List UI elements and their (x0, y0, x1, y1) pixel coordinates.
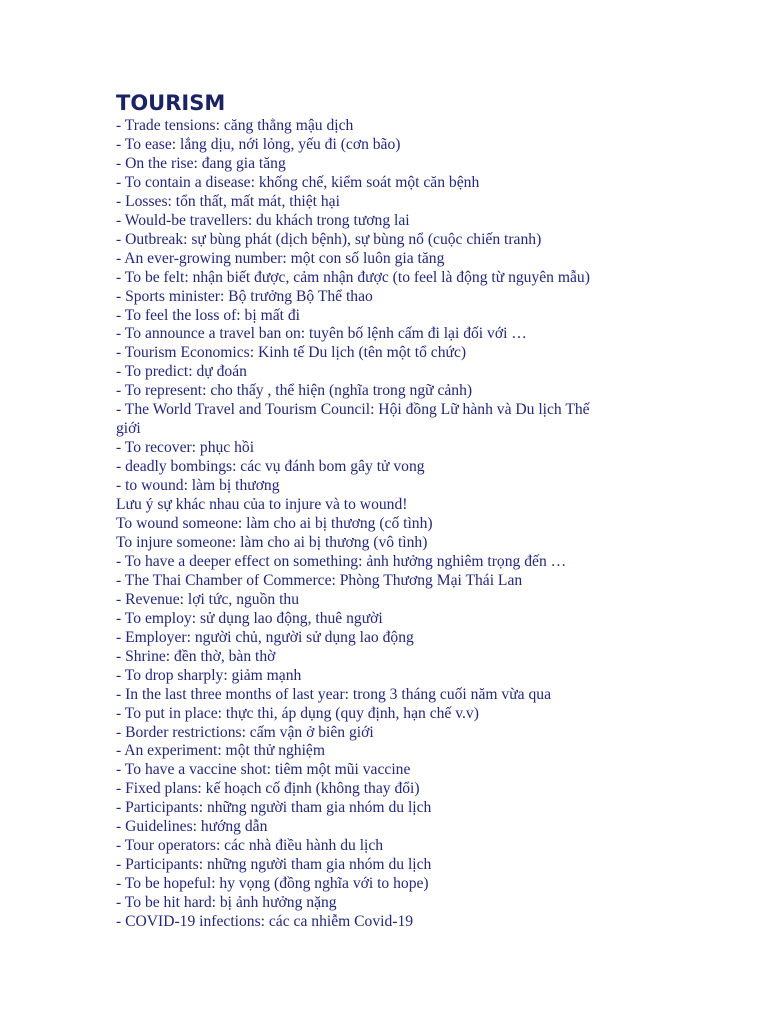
vocabulary-line: - To be hit hard: bị ảnh hưởng nặng (116, 894, 337, 912)
vocabulary-line: - In the last three months of last year: trong 3 tháng cuối năm vừa qua (116, 685, 551, 703)
vocabulary-line: - To announce a travel ban on: tuyên bố lệnh cấm đi lại đối với … (116, 325, 527, 343)
vocabulary-line: - To feel the loss of: bị mất đi (116, 306, 300, 324)
vocabulary-line: - Outbreak: sự bùng phát (dịch bệnh), sự bùng nổ (cuộc chiến tranh) (116, 230, 542, 248)
vocabulary-line: - An experiment: một thử nghiệm (116, 742, 325, 760)
vocabulary-line: - Losses: tổn thất, mất mát, thiệt hại (116, 192, 340, 210)
vocabulary-line: - Tour operators: các nhà điều hành du lịch (116, 837, 384, 855)
vocabulary-line: To injure someone: làm cho ai bị thương (vô tình) (116, 533, 428, 551)
vocabulary-line: - to wound: làm bị thương (116, 477, 280, 495)
vocabulary-line: Lưu ý sự khác nhau của to injure và to wound! (116, 496, 408, 514)
vocabulary-line: - Tourism Economics: Kinh tế Du lịch (tên một tổ chức) (116, 344, 467, 362)
vocabulary-line: - On the rise: đang gia tăng (116, 154, 286, 172)
vocabulary-line: - To predict: dự đoán (116, 363, 247, 381)
vocabulary-line: - The World Travel and Tourism Council: Hội đồng Lữ hành và Du lịch Thế (116, 401, 590, 419)
vocabulary-line: - To contain a disease: khống chế, kiểm soát một căn bệnh (116, 173, 480, 191)
vocabulary-line: - To represent: cho thấy , thể hiện (nghĩa trong ngữ cảnh) (116, 382, 473, 400)
vocabulary-line: - Participants: những người tham gia nhóm du lịch (116, 799, 432, 817)
vocabulary-line: - Sports minister: Bộ trưởng Bộ Thể thao (116, 287, 373, 305)
vocabulary-list (116, 117, 676, 932)
vocabulary-line: - COVID-19 infections: các ca nhiễm Covid-19 (116, 913, 414, 931)
vocabulary-line: - deadly bombings: các vụ đánh bom gây tử vong (116, 458, 425, 476)
vocabulary-line: - Trade tensions: căng thẳng mậu dịch (116, 117, 354, 134)
vocabulary-line: - To have a vaccine shot: tiêm một mũi vaccine (116, 761, 411, 779)
vocabulary-line: To wound someone: làm cho ai bị thương (cố tình) (116, 515, 433, 533)
vocabulary-line: - To be hopeful: hy vọng (đồng nghĩa với to hope) (116, 875, 429, 893)
vocabulary-line: - Employer: người chủ, người sử dụng lao động (116, 628, 414, 646)
vocabulary-line: - Revenue: lợi tức, nguồn thu (116, 590, 299, 608)
vocabulary-line: giới (116, 420, 141, 438)
vocabulary-line: - To have a deeper effect on something: ảnh hưởng nghiêm trọng đến … (116, 552, 567, 570)
vocabulary-line: - Participants: những người tham gia nhóm du lịch (116, 856, 432, 874)
vocabulary-line: - To employ: sử dụng lao động, thuê người (116, 609, 383, 627)
vocabulary-line: - Would-be travellers: du khách trong tương lai (116, 211, 410, 229)
vocabulary-line: - To be felt: nhận biết được, cảm nhận được (to feel là động từ nguyên mẫu) (116, 268, 590, 286)
vocabulary-line: - Shrine: đền thờ, bàn thờ (116, 647, 276, 665)
vocabulary-line: - To put in place: thực thi, áp dụng (quy định, hạn chế v.v) (116, 704, 479, 722)
document-title: TOURISM (116, 91, 226, 115)
vocabulary-line: - Fixed plans: kế hoạch cố định (không thay đổi) (116, 780, 420, 798)
vocabulary-line: - To drop sharply: giảm mạnh (116, 666, 302, 684)
vocabulary-line: - Border restrictions: cấm vận ở biên giới (116, 723, 374, 741)
vocabulary-line: - An ever-growing number: một con số luôn gia tăng (116, 249, 445, 267)
vocabulary-line: - Guidelines: hướng dẫn (116, 818, 268, 836)
vocabulary-line: - To recover: phục hồi (116, 439, 255, 457)
vocabulary-line: - To ease: lắng dịu, nới lỏng, yếu đi (cơn bão) (116, 135, 401, 153)
vocabulary-line: - The Thai Chamber of Commerce: Phòng Thương Mại Thái Lan (116, 571, 523, 589)
